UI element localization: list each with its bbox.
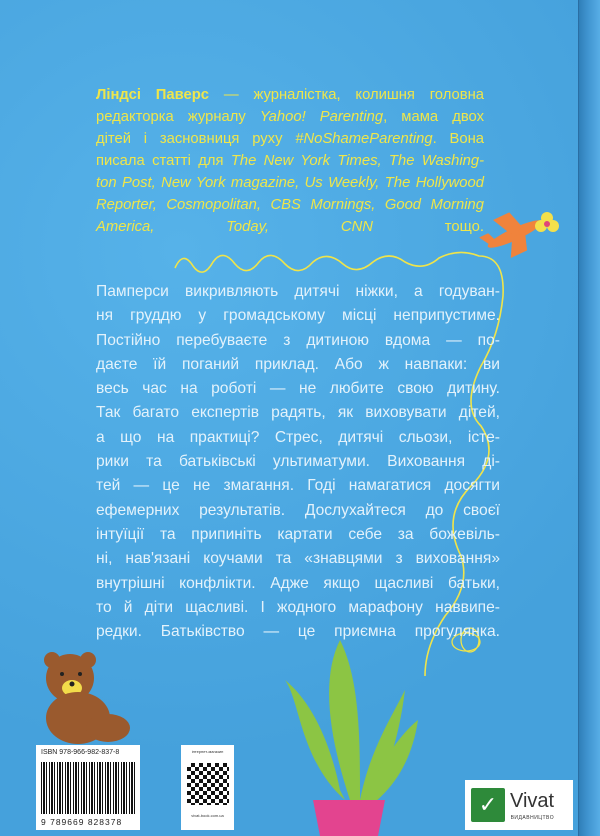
description-line: ні, нав'язані коучами та «знавцями з виховання» <box>96 550 500 568</box>
description-line: ня груддю у громадському місці неприпустиме. <box>96 307 500 325</box>
qr-top-text: інтернет-магазин <box>191 749 224 754</box>
bio-text-segment: тощо. <box>372 219 484 235</box>
description-line: інтуїції та припиніть картати себе за божевіль- <box>96 525 500 543</box>
qr-code-icon <box>187 763 229 805</box>
publisher-name: Vivat <box>510 790 555 812</box>
bio-line <box>96 106 484 128</box>
description-line: то й діти щасливі. І жодного марафону наввипе- <box>96 598 500 616</box>
description-line: внутрішні конфлікти. Адже якщо щасливі батьки, <box>96 574 500 592</box>
bio-text-segment: The New York Times, The Washing- <box>230 153 484 169</box>
bio-text-segment: #NoShameParenting <box>295 131 433 147</box>
description-line: даєте їй поганий приклад. Або ж навпаки: ви <box>96 355 500 373</box>
bio-line <box>96 84 484 106</box>
description-line: а що на практиці? Стрес, дитячі сльози, істе- <box>96 428 500 446</box>
bio-text-segment: . Вона <box>432 131 484 147</box>
barcode-digits: 9 789669 828378 <box>41 817 123 827</box>
description-line: весь час на роботі — не любите свою дитину. <box>96 380 500 398</box>
bio-line <box>96 172 484 194</box>
author-bio <box>96 84 484 238</box>
publisher-logo <box>465 780 573 830</box>
qr-code-label <box>181 745 234 830</box>
description-line: редки. Батьківство — це приємна прогулянка. <box>96 623 500 641</box>
bio-text-segment: писала статті для <box>96 153 231 169</box>
bio-line <box>96 150 484 172</box>
bio-text-segment: Reporter, Cosmopolitan, CBS Mornings, Good Morning <box>96 197 484 213</box>
bio-text-segment: , мама двох <box>383 109 484 125</box>
bio-text-segment: Ліндсі Паверс <box>96 87 210 103</box>
description-line: Постійно перебуваєте з дитиною вдома — по- <box>96 331 500 349</box>
qr-url-text: vivat-book.com.ua <box>191 813 224 818</box>
description-line: Памперси викривляють дитячі ніжки, а годуван- <box>96 283 500 300</box>
teddy-bear-illustration <box>44 652 130 744</box>
bio-text-segment: редакторка журналу <box>96 109 260 125</box>
publisher-subtitle: ВИДАВНИЦТВО <box>510 815 555 821</box>
leaf-logo-icon: ✓ <box>471 788 505 822</box>
bio-line <box>96 216 484 238</box>
bio-text-segment: Yahoo! Parenting <box>259 109 384 125</box>
flower-icon <box>535 212 559 232</box>
description-line: рики та батьківські ультиматуми. Виховання ді- <box>96 453 500 471</box>
bio-line <box>96 128 484 150</box>
book-description <box>96 280 500 644</box>
isbn-label: ISBN 978-966-982-837-8 <box>41 749 120 756</box>
bio-text-segment: America, Today, CNN <box>96 219 373 235</box>
bio-text-segment: ton Post, New York magazine, Us Weekly, The Hollywood <box>96 175 484 191</box>
description-line: ефемерних результатів. Дослухайтеся до своєї <box>96 501 500 519</box>
bio-text-segment: — журналістка, колишня головна <box>209 87 485 103</box>
bio-line <box>96 194 484 216</box>
barcode-bars <box>41 762 135 814</box>
description-line: Так багато експертів радять, як виховувати дітей, <box>96 404 500 422</box>
bio-text-segment: дітей і засновниця руху <box>96 131 296 147</box>
potted-plant-illustration <box>285 640 418 836</box>
isbn-barcode <box>36 745 140 830</box>
description-line: тей — це не змагання. Годі намагатися досягти <box>96 477 500 495</box>
